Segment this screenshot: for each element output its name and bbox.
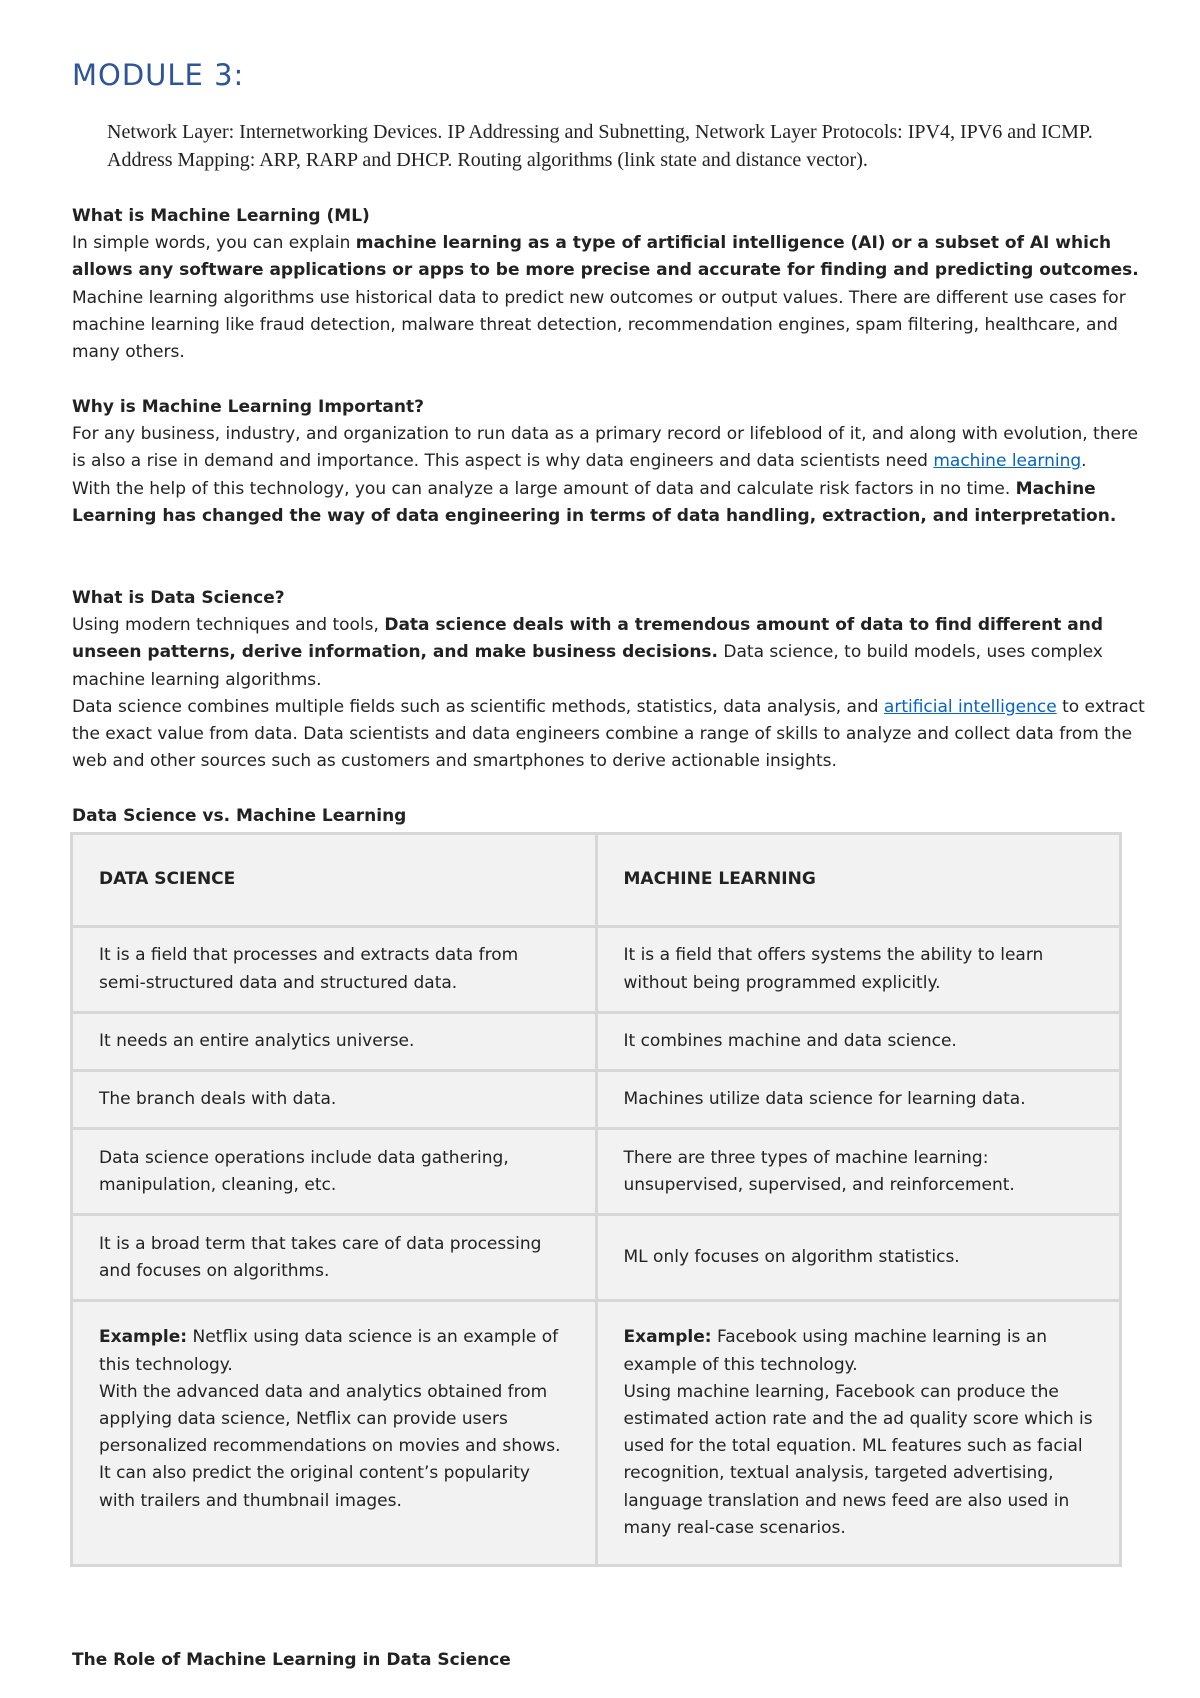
ml-p1-bold: machine learning as a type of artificial intelligence (AI) or a subset of AI which allows any software applications or apps to be more precise and accurate for finding and predicting outcomes. [72, 233, 1139, 281]
example-cell-data-science [72, 1301, 597, 1566]
table-example-row [72, 1301, 1121, 1566]
ds-heading: What is Data Science? [72, 588, 285, 608]
table-cell: It needs an entire analytics universe. [72, 1013, 597, 1071]
ml-p1-plain: In simple words, you can explain [72, 233, 356, 254]
example-ds-detail: With the advanced data and analytics obtained from applying data science, Netflix can provide users personalized recommendations on movies and shows. It can also predict the original content’s popularity with trailers and thumbnail images. [99, 1381, 561, 1511]
example-cell-machine-learning [596, 1301, 1121, 1566]
why-p1-end: . [1081, 451, 1087, 472]
ds-paragraph-1 [72, 612, 1152, 694]
ds-p1-rest: Data science, to build models, uses complex machine learning algorithms. [72, 642, 1103, 690]
machine-learning-link[interactable]: machine learning [933, 451, 1082, 472]
table-row [72, 927, 1121, 1013]
example-ml-line-1 [624, 1324, 1094, 1378]
table-row [72, 1129, 1121, 1215]
why-p2-plain: With the help of this technology, you can analyze a large amount of data and calculate risk factors in no time. [72, 478, 1016, 499]
table-cell: It combines machine and data science. [596, 1013, 1121, 1071]
table-row [72, 1215, 1121, 1301]
comparison-table [70, 832, 1122, 1567]
ds-p2-rest: to extract the exact value from data. Data scientists and data engineers combine a range of skills to analyze and collect data from the web and other sources such as customers and smartphones to derive actionable insights. [72, 696, 1145, 772]
example-ds-intro: Netflix using data science is an example of this technology. [99, 1327, 559, 1375]
ds-p2-plain: Data science combines multiple fields such as scientific methods, statistics, data analysis, and [72, 696, 884, 717]
table-cell: It is a broad term that takes care of data processing and focuses on algorithms. [72, 1215, 597, 1301]
table-cell: The branch deals with data. [72, 1071, 597, 1129]
example-label: Example: [623, 1327, 712, 1348]
ml-heading: What is Machine Learning (ML) [72, 206, 370, 226]
why-section [72, 394, 1152, 530]
table-header-row [72, 834, 1121, 927]
table-cell: It is a field that processes and extracts data from semi-structured data and structured data. [72, 927, 597, 1013]
example-ml-detail: Using machine learning, Facebook can produce the estimated action rate and the ad quality score which is used for the total equation. ML features such as facial recognition, textual analysis, targeted advertising, language translation and news feed are also used in many real-case scenarios. [623, 1381, 1093, 1538]
table-row [72, 1013, 1121, 1071]
table-cell: There are three types of machine learning: unsupervised, supervised, and reinforcement. [596, 1129, 1121, 1215]
ml-p1-rest: Machine learning algorithms use historical data to predict new outcomes or output values. There are different use cases for machine learning like fraud detection, malware threat detection, recommendation engines, spam filtering, healthcare, and many others. [72, 287, 1126, 363]
header-machine-learning: MACHINE LEARNING [596, 834, 1121, 927]
artificial-intelligence-link[interactable]: artificial intelligence [883, 696, 1057, 717]
syllabus-text: Network Layer: Internetworking Devices. IP Addressing and Subnetting, Network Layer Protocols: IPV4, IPV6 and ICMP. Address Mapping: ARP, RARP and DHCP. Routing algorithms (link state and distance vector). [107, 121, 1093, 171]
why-p2-bold: Machine Learning has changed the way of data engineering in terms of data handling, extraction, and interpretation. [72, 478, 1117, 526]
ds-section [72, 585, 1152, 775]
ml-paragraph [72, 230, 1152, 366]
ds-p1-bold: Data science deals with a tremendous amount of data to find different and unseen patterns, derive information, and make business decisions. [72, 615, 1103, 663]
table-row [72, 1071, 1121, 1129]
table-cell: Data science operations include data gathering, manipulation, cleaning, etc. [72, 1129, 597, 1215]
ds-paragraph-2 [72, 694, 1152, 776]
table-cell: ML only focuses on algorithm statistics. [596, 1215, 1121, 1301]
table-cell: Machines utilize data science for learning data. [596, 1071, 1121, 1129]
ml-section [72, 203, 1152, 366]
table-caption: Data Science vs. Machine Learning [72, 806, 407, 826]
example-label: Example: [99, 1327, 188, 1348]
bottom-heading: The Role of Machine Learning in Data Science [72, 1650, 511, 1670]
why-p1-plain: For any business, industry, and organization to run data as a primary record or lifeblood of it, and along with evolution, there is also a rise in demand and importance. This aspect is why data engineers and data scientists need [72, 424, 1139, 472]
why-paragraph-1 [72, 421, 1152, 475]
ds-p1-plain: Using modern techniques and tools, [72, 615, 385, 636]
header-data-science: DATA SCIENCE [72, 834, 597, 927]
why-heading: Why is Machine Learning Important? [72, 397, 424, 417]
example-ds-line-1 [99, 1324, 569, 1378]
why-paragraph-2 [72, 476, 1152, 530]
table-cell: It is a field that offers systems the ability to learn without being programmed explicitly. [596, 927, 1121, 1013]
example-ml-intro: Facebook using machine learning is an example of this technology. [623, 1327, 1047, 1375]
module-title: MODULE 3: [72, 58, 245, 92]
